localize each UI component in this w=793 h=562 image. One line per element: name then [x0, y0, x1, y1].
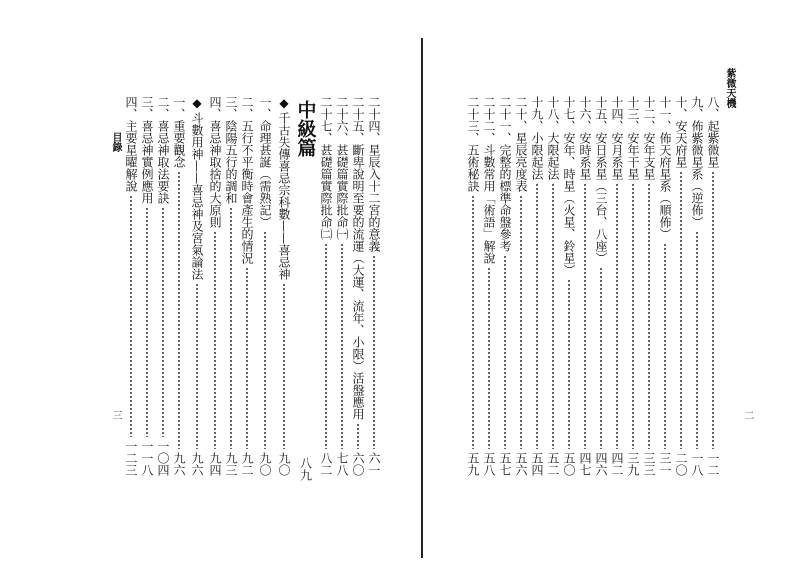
- right-page-number: 二: [742, 410, 753, 420]
- toc-entry-label: 二十、星辰亮度表: [514, 96, 528, 192]
- toc-entry[interactable]: [335, 96, 349, 476]
- toc-entry-label: 二十一、完整的標準命盤參考: [498, 96, 512, 252]
- toc-entry-label: 十七、安年、時星（火星、鈴星）: [562, 96, 576, 276]
- toc-entry[interactable]: [658, 96, 672, 476]
- toc-entry-page: 三三: [642, 452, 656, 476]
- toc-entry[interactable]: [706, 96, 720, 476]
- toc-entry-label: 四、喜忌神取捨的大原則: [208, 96, 222, 228]
- right-running-header: 紫微天機: [724, 68, 735, 108]
- leader-dots: [712, 171, 714, 449]
- leader-dots: [568, 279, 570, 449]
- toc-entry-label: 十六、安時系星: [578, 96, 592, 180]
- section-page: 八九: [298, 457, 313, 481]
- toc-entry-page: 九四: [208, 452, 222, 476]
- toc-entry[interactable]: [319, 96, 333, 476]
- toc-entry-page: 八二: [319, 452, 333, 476]
- toc-entry-label: 二、五行不平衡時會產生的情況: [240, 96, 254, 264]
- toc-entry[interactable]: [674, 96, 688, 476]
- toc-subsection[interactable]: [190, 96, 204, 476]
- leader-dots: [341, 243, 343, 449]
- leader-dots: [632, 183, 634, 449]
- left-running-header: 目錄: [110, 132, 121, 152]
- toc-entry-label: 四、主要星曜解說: [124, 96, 138, 192]
- toc-entry-page: 九三: [224, 452, 238, 476]
- leader-dots: [536, 183, 538, 449]
- toc-entry-label: 二、喜忌神取法要訣: [156, 96, 170, 204]
- leader-dots: [283, 283, 285, 449]
- toc-entry-page: 三九: [626, 452, 640, 476]
- toc-entry-label: 二十六、甚礎篇實際批命㈠: [335, 96, 349, 240]
- toc-entry-label: 一、命理甚誕（需熟記）: [258, 96, 272, 228]
- section-heading[interactable]: [296, 100, 316, 481]
- toc-subsection-label: 斗數用神——喜忌神及宮氣論法: [190, 112, 204, 280]
- toc-entry-label: 二十四、星辰入十二宮的意義: [367, 96, 381, 252]
- toc-entry-label: 十、安天府星: [674, 96, 688, 168]
- leader-dots: [130, 195, 132, 437]
- toc-entry[interactable]: [466, 96, 480, 476]
- leader-dots: [488, 267, 490, 449]
- toc-entry-label: 三、陰陽五行的調和: [224, 96, 238, 204]
- toc-entry[interactable]: [562, 96, 576, 476]
- toc-entry-label: 一、重要觀念: [172, 96, 186, 168]
- toc-entry[interactable]: [140, 96, 154, 476]
- toc-entry-page: 四二: [610, 452, 624, 476]
- toc-entry-label: 八、起紫微星: [706, 96, 720, 168]
- leader-dots: [246, 267, 248, 449]
- leader-dots: [264, 231, 266, 449]
- toc-entry[interactable]: [172, 96, 186, 476]
- toc-entry[interactable]: [124, 96, 138, 476]
- toc-entry-page: 五八: [482, 452, 496, 476]
- toc-entry[interactable]: [546, 96, 560, 476]
- toc-entry[interactable]: [642, 96, 656, 476]
- toc-entry[interactable]: [498, 96, 512, 476]
- diamond-bullet-icon: ◆: [277, 96, 291, 110]
- toc-entry-page: 九六: [172, 452, 186, 476]
- toc-entry[interactable]: [482, 96, 496, 476]
- toc-entry-label: 十三、安年干星: [626, 96, 640, 180]
- toc-entry[interactable]: [594, 96, 608, 476]
- toc-entry-page: 二〇: [674, 452, 688, 476]
- toc-entry[interactable]: [367, 96, 381, 476]
- toc-entry-page: 五四: [530, 452, 544, 476]
- toc-entry-page: 六一: [367, 452, 381, 476]
- leader-dots: [616, 183, 618, 449]
- leader-dots: [472, 195, 474, 449]
- toc-entry-label: 二十七、甚礎篇實際批命㈡: [319, 96, 333, 240]
- leader-dots: [162, 207, 164, 437]
- toc-entry-page: 三一: [658, 452, 672, 476]
- leader-dots: [214, 231, 216, 449]
- toc-entry-page: 七八: [335, 452, 349, 476]
- leader-dots: [230, 207, 232, 449]
- leader-dots: [146, 207, 148, 437]
- toc-entry[interactable]: [224, 96, 238, 476]
- toc-subsection-label: 千古失傳喜忌宗科數——喜忌神: [277, 112, 291, 280]
- leader-dots: [600, 267, 602, 449]
- toc-entry[interactable]: [351, 96, 365, 476]
- toc-entry-page: 九〇: [258, 452, 272, 476]
- toc-entry-page: 一二: [706, 452, 720, 476]
- toc-entry[interactable]: [258, 96, 272, 476]
- toc-entry-label: 十九、小限起法: [530, 96, 544, 180]
- toc-entry-label: 十一、佈天府星系（順佈）: [658, 96, 672, 240]
- toc-entry-page: 一〇四: [156, 440, 170, 476]
- toc-entry-label: 三、喜忌神實例應用: [140, 96, 154, 204]
- leader-dots: [680, 171, 682, 449]
- leader-dots: [196, 283, 198, 449]
- leader-dots: [552, 183, 554, 449]
- toc-entry[interactable]: [514, 96, 528, 476]
- toc-entry[interactable]: [156, 96, 170, 476]
- toc-entry[interactable]: [240, 96, 254, 476]
- toc-entry-page: 一一八: [140, 440, 154, 476]
- section-title: 中級篇: [294, 100, 317, 157]
- toc-entry-page: 五九: [466, 452, 480, 476]
- toc-entry[interactable]: [626, 96, 640, 476]
- leader-dots: [373, 255, 375, 449]
- toc-entry-label: 二十二、斗數常用「術語」解說: [482, 96, 496, 264]
- leader-dots: [357, 423, 359, 449]
- toc-entry[interactable]: [530, 96, 544, 476]
- toc-entry[interactable]: [208, 96, 222, 476]
- toc-entry-label: 九、佈紫微星系（逆佈）: [690, 96, 704, 228]
- leader-dots: [178, 171, 180, 449]
- toc-entry-page: 一八: [690, 452, 704, 476]
- leader-dots: [584, 183, 586, 449]
- toc-subsection-page: 九六: [190, 452, 204, 476]
- toc-entry-page: 五〇: [562, 452, 576, 476]
- toc-entry-page: 六〇: [351, 452, 365, 476]
- toc-entry-page: 五七: [498, 452, 512, 476]
- toc-entry-label: 十四、安月系星: [610, 96, 624, 180]
- toc-entry-page: 五六: [514, 452, 528, 476]
- toc-entry[interactable]: [610, 96, 624, 476]
- leader-dots: [504, 255, 506, 449]
- toc-entry-page: 四七: [578, 452, 592, 476]
- leader-dots: [325, 243, 327, 449]
- toc-entry-label: 二十五、斷卑說明至要的流運（大運、流年、小限）活盤應用: [351, 96, 365, 420]
- toc-entry-page: 四六: [594, 452, 608, 476]
- toc-entry[interactable]: [578, 96, 592, 476]
- left-page-number: 三: [110, 410, 121, 420]
- diamond-bullet-icon: ◆: [190, 96, 204, 110]
- toc-entry-page: 五二: [546, 452, 560, 476]
- leader-dots: [520, 195, 522, 449]
- leader-dots: [664, 243, 666, 449]
- toc-entry-label: 十五、安日系星（三台、八座）: [594, 96, 608, 264]
- toc-entry-page: 九二: [240, 452, 254, 476]
- leader-dots: [648, 183, 650, 449]
- toc-entry-page: 一二三: [124, 440, 138, 476]
- toc-entry-label: 二十三、五術秘訣: [466, 96, 480, 192]
- toc-subsection-page: 九〇: [277, 452, 291, 476]
- right-page: [420, 0, 793, 562]
- toc-subsection[interactable]: [277, 96, 291, 476]
- leader-dots: [696, 231, 698, 449]
- toc-entry-label: 十二、安年支星: [642, 96, 656, 180]
- toc-entry-label: 十八、大限起法: [546, 96, 560, 180]
- toc-entry[interactable]: [690, 96, 704, 476]
